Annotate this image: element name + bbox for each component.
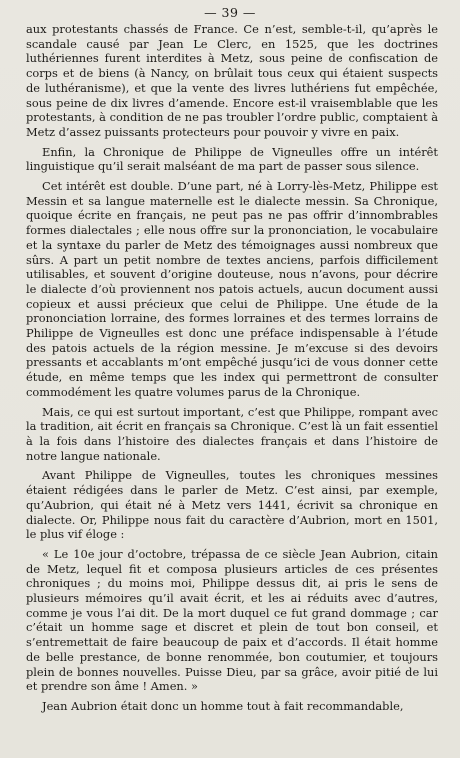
quotation: « Le 10e jour d’octobre, trépassa de ce siècle Jean Aubrion, citain de Metz, lequel fit et composa plusieurs articles de ces présentes chroniques ; du moins moi, Philippe dessus dit, ai pris le sens de plusieurs mémoires qu’il avait écrit, et les ai réduits avec d’autres, comme je vous l’ai dit. De la mort duquel ce fut grand dommage ; car c’était un homme sage et discret et plein de tout bon conseil, et s’entremettait de faire beaucoup de paix et d’accords. Il était homme de belle prestance, de bonne renommée, bon coutumier, et toujours plein de bonnes nouvelles. Puisse Dieu, par sa grâce, avoir pitié de lui et prendre son âme ! Amen. » [26,546,438,694]
paragraph: Enfin, la Chronique de Philippe de Vigneulles offre un intérêt linguistique qu’il serait malséant de ma part de passer sous silence. [26,144,438,174]
paragraph: Avant Philippe de Vigneulles, toutes les chroniques messines étaient rédigées dans le parler de Metz. C’est ainsi, par exemple, qu’Aubrion, qui était né à Metz vers 1441, écrivit sa chronique en dialecte. Or, Philippe nous fait du caractère d’Aubrion, mort en 1501, le plus vif éloge : [26,468,438,542]
paragraph: Mais, ce qui est surtout important, c’est que Philippe, rompant avec la tradition, ait écrit en français sa Chronique. C’est là un fait essentiel à la fois dans l’histoire des dialectes français et dans l’histoire de notre langue nationale. [26,404,438,463]
paragraph: Cet intérêt est double. D’une part, né à Lorry-lès-Metz, Philippe est Messin et sa langue maternelle est le dialecte messin. Sa Chronique, quoique écrite en français, ne peut pas ne pas offrir d’innombrables formes dialectales ; elle nous offre sur la prononciation, le vocabulaire et la syntaxe du parler de Metz des témoignages aussi nombreux que sûrs. A part un petit nombre de textes anciens, parfois difficilement utilisables, et souvent d’origine douteuse, nous n’avons, pour décrire le dialecte d’où proviennent nos patois actuels, aucun document aussi copieux et aussi précieux que celui de Philippe. Une étude de la prononciation lorraine, des formes lorraines et des termes lorrains de Philippe de Vigneulles est donc une préface indispensable à l’étude des patois actuels de la région messine. Je m’excuse si des devoirs pressants et accablants m’ont empêché jusqu’ici de vous donner cette étude, en même temps que les index qui permettront de consulter commodément les quatre volumes parus de la Chronique. [26,179,438,399]
paragraph: Jean Aubrion était donc un homme tout à fait recommandable, [42,698,404,713]
paragraph: aux protestants chassés de France. Ce n’est, semble-t-il, qu’après le scandale causé par Jean Le Clerc, en 1525, que les doctrines luthériennes furent interdites à Metz, sous peine de confiscation de corps et de biens (à Nancy, on brûlait tous ceux qui étaient suspects de luthéranisme), et que la vente des livres luthériens fut empêchée, sous peine de dix livres d’amende. Encore est-il vraisemblable que les protestants, à condition de ne pas troubler l’ordre public, comptaient à Metz d’assez puissants protecteurs pour pouvoir y vivre en paix. [26,22,438,139]
body-text [26,22,438,719]
page-number: — 39 — [204,5,256,20]
